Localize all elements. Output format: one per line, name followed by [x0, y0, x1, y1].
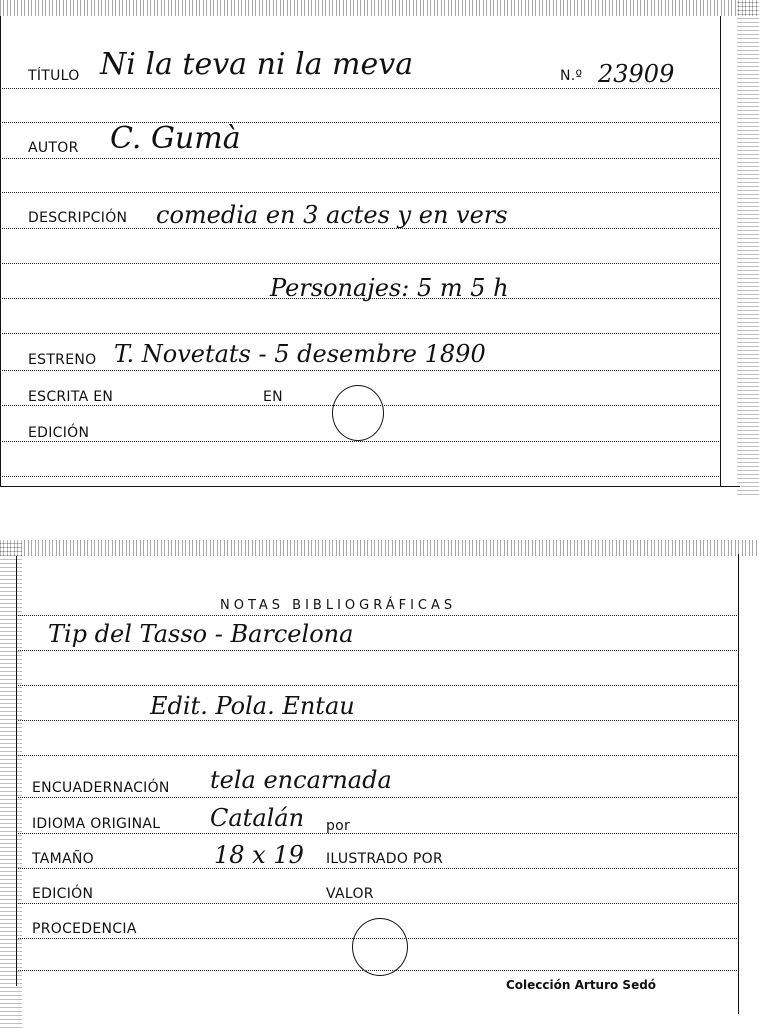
- scan-noise-top: [0, 540, 759, 556]
- tamano-label: TAMAÑO: [32, 851, 94, 867]
- encuadernacion-label: ENCUADERNACIÓN: [32, 780, 170, 796]
- catalog-card-top: [0, 0, 759, 495]
- encuadernacion-value: tela encarnada: [210, 766, 392, 794]
- rule: [16, 720, 739, 721]
- scan-noise-right: [737, 0, 759, 495]
- rule: [16, 650, 739, 651]
- rule: [0, 370, 719, 371]
- rule: [0, 476, 719, 477]
- stamp-circle: [352, 918, 408, 976]
- edicion-label: EDICIÓN: [28, 425, 90, 441]
- rule: [0, 263, 719, 264]
- en-label: EN: [263, 389, 283, 405]
- por-label: por: [326, 818, 351, 834]
- card-right-border: [720, 16, 721, 486]
- rule: [0, 228, 719, 229]
- rule: [16, 833, 739, 834]
- estreno-label: ESTRENO: [28, 352, 97, 368]
- coleccion-credit: Colección Arturo Sedó: [506, 978, 657, 992]
- rule: [16, 615, 739, 616]
- catalog-card-bottom: [0, 540, 759, 1028]
- rule: [0, 333, 719, 334]
- titulo-label: TÍTULO: [28, 68, 80, 84]
- descripcion-label: DESCRIPCIÓN: [28, 210, 128, 226]
- rule: [0, 298, 719, 299]
- rule: [16, 868, 739, 869]
- notas-line-2: Edit. Pola. Entau: [150, 692, 355, 720]
- rule: [0, 122, 719, 123]
- valor-label: VALOR: [326, 886, 374, 902]
- stamp-circle: [332, 385, 384, 441]
- numero-value: 23909: [598, 60, 675, 88]
- card-right-border: [738, 554, 739, 1014]
- rule: [0, 88, 719, 89]
- numero-label: N.º: [560, 68, 583, 84]
- idioma-original-value: Catalán: [210, 804, 305, 832]
- notas-line-1: Tip del Tasso - Barcelona: [48, 620, 354, 648]
- titulo-value: Ni la teva ni la meva: [100, 47, 414, 82]
- edicion-label-2: EDICIÓN: [32, 886, 94, 902]
- card-left-border: [0, 16, 1, 486]
- procedencia-label: PROCEDENCIA: [32, 921, 137, 937]
- rule: [16, 755, 739, 756]
- scan-noise-left: [0, 540, 22, 1028]
- autor-label: AUTOR: [28, 140, 79, 156]
- card-bottom-border: [0, 486, 740, 487]
- personajes-value: Personajes: 5 m 5 h: [270, 274, 509, 302]
- rule: [16, 970, 739, 971]
- idioma-original-label: IDIOMA ORIGINAL: [32, 816, 161, 832]
- escrita-en-label: ESCRITA EN: [28, 389, 114, 405]
- card-left-border: [16, 556, 17, 986]
- rule: [0, 158, 719, 159]
- estreno-value: T. Novetats - 5 desembre 1890: [114, 340, 486, 368]
- autor-value: C. Gumà: [110, 121, 241, 156]
- rule: [0, 192, 719, 193]
- rule: [16, 903, 739, 904]
- ilustrado-por-label: ILUSTRADO POR: [326, 851, 443, 867]
- rule: [16, 685, 739, 686]
- tamano-value: 18 x 19: [214, 841, 304, 869]
- scan-noise-top: [0, 0, 759, 16]
- notas-bibliograficas-label: NOTAS BIBLIOGRÁFICAS: [220, 598, 457, 613]
- descripcion-value: comedia en 3 actes y en vers: [156, 201, 508, 229]
- rule: [0, 441, 719, 442]
- rule: [16, 797, 739, 798]
